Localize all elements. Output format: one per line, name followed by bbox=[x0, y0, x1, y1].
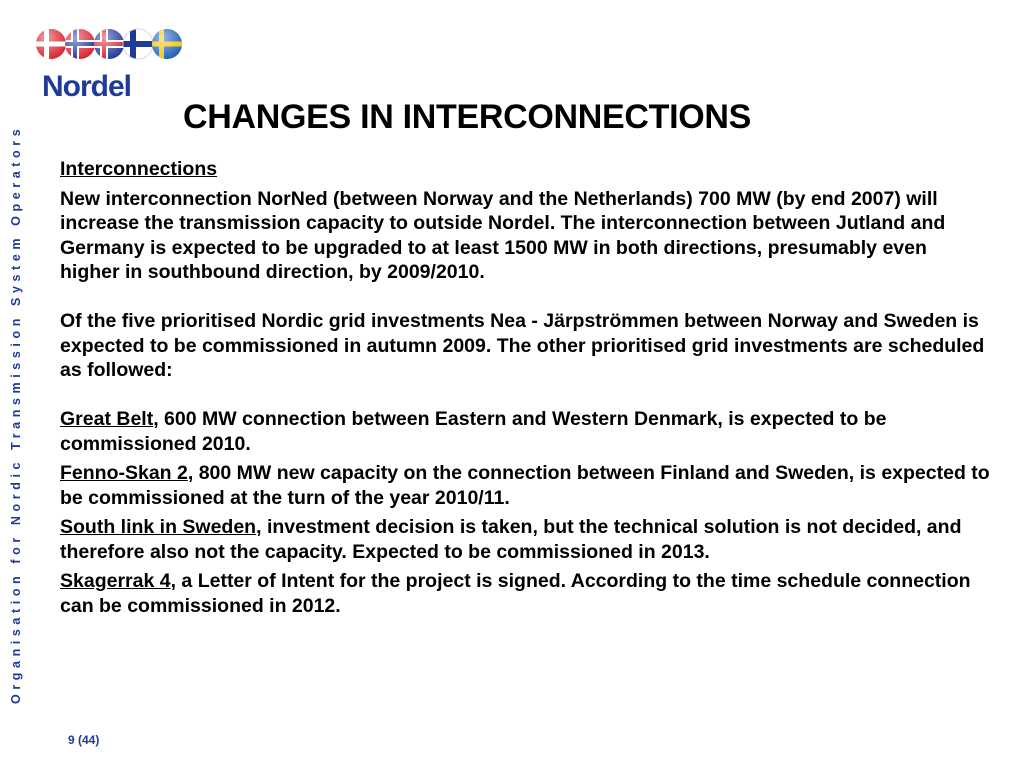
flag-finland-icon bbox=[122, 24, 156, 64]
item-name: Great Belt bbox=[60, 408, 154, 430]
item-text: , a Letter of Intent for the project is signed. According to the time schedule connection can be commissioned in 2012. bbox=[60, 570, 971, 617]
slide-body bbox=[60, 157, 990, 618]
item-name: Skagerrak 4 bbox=[60, 570, 171, 592]
paragraph-norned: New interconnection NorNed (between Norway and the Netherlands) 700 MW (by end 2007) will increase the transmission capacity to outside Nordel. The interconnection between Jutland and Germany is expected to be upgraded to at least 1500 MW in both directions, presumably even higher in southbound direction, by 2009/2010. bbox=[60, 187, 946, 283]
paragraph-prioritised: Of the five prioritised Nordic grid investments Nea - Järpströmmen between Norway and Sweden is expected to be commissioned in autumn 2009. The other prioritised grid investments are scheduled as followed: bbox=[60, 310, 985, 381]
item-name: Fenno-Skan 2 bbox=[60, 462, 188, 484]
list-item bbox=[60, 569, 990, 618]
list-item bbox=[60, 407, 990, 456]
section-heading: Interconnections bbox=[60, 158, 218, 180]
page-number: 9 (44) bbox=[68, 733, 100, 747]
item-text: , 600 MW connection between Eastern and Western Denmark, is expected to be commissioned 2010. bbox=[60, 408, 887, 455]
item-text: , investment decision is taken, but the technical solution is not decided, and therefore also not the capacity. Expected to be commissioned in 2013. bbox=[60, 516, 962, 563]
nordel-logo bbox=[34, 24, 186, 102]
logo-wordmark: Nordel bbox=[42, 70, 132, 102]
item-name: South link in Sweden bbox=[60, 516, 257, 538]
slide-title: CHANGES IN INTERCONNECTIONS bbox=[183, 98, 752, 136]
vertical-organisation-text: Organisation for Nordic Transmission System Operators bbox=[9, 124, 23, 704]
item-text: , 800 MW new capacity on the connection between Finland and Sweden, is expected to be commissioned at the turn of the year 2010/11. bbox=[60, 462, 990, 509]
list-item bbox=[60, 461, 990, 510]
list-item bbox=[60, 515, 990, 564]
